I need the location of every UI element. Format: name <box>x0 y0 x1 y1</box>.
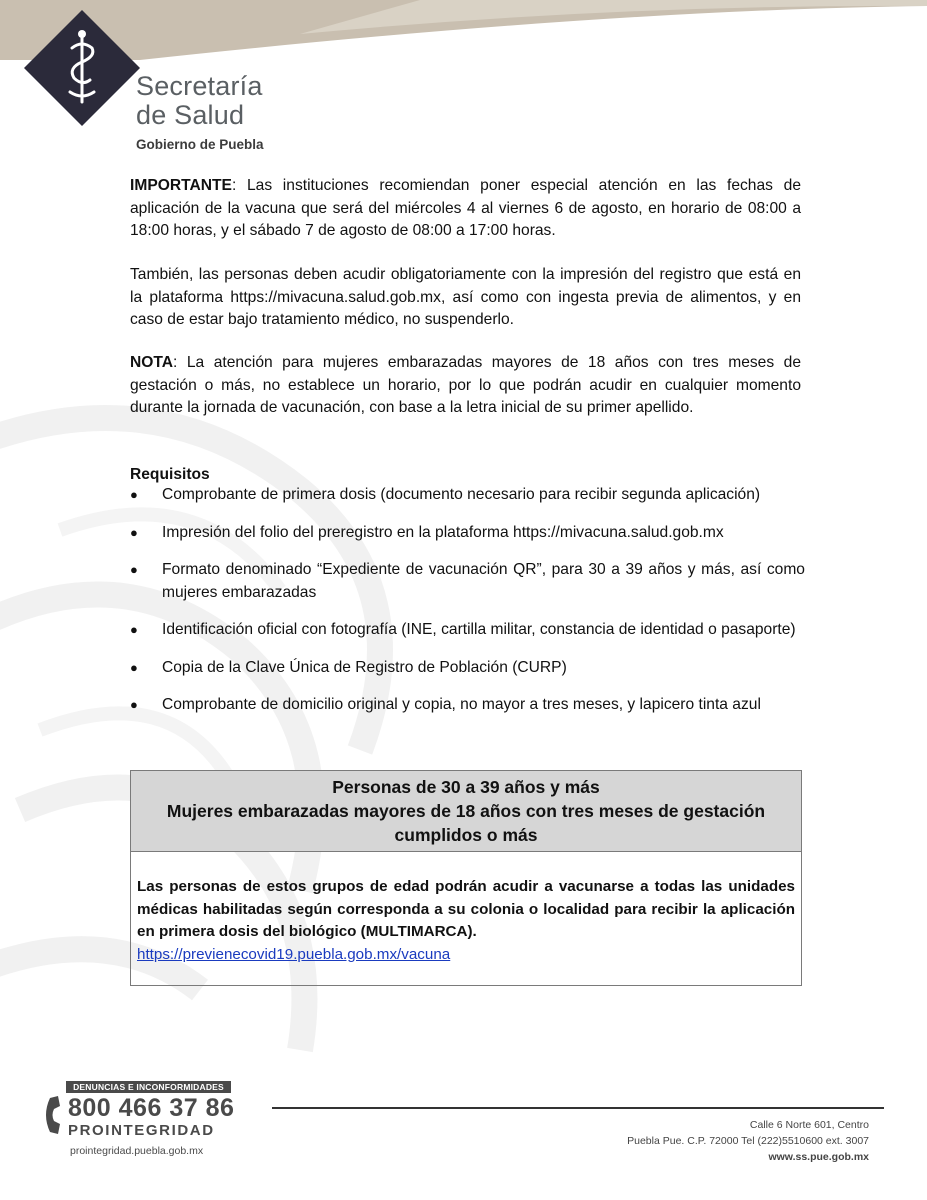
secretaria-salud-logo-icon <box>22 8 142 128</box>
bullet-icon: ● <box>130 697 138 712</box>
prointegridad-link: prointegridad.puebla.gob.mx <box>70 1145 204 1157</box>
organization-name: Secretaría de Salud <box>136 71 263 130</box>
footer-divider <box>272 1107 884 1109</box>
address-line: Calle 6 Norte 601, Centro <box>749 1119 869 1131</box>
hotline-brand: PROINTEGRIDAD <box>68 1122 215 1139</box>
hotline-number: 800 466 37 86 <box>68 1094 235 1122</box>
requirements-title: Requisitos <box>130 466 210 483</box>
note-paragraph <box>130 352 801 420</box>
requirements-list <box>130 484 805 717</box>
bullet-icon: ● <box>130 622 138 637</box>
bullet-icon: ● <box>130 524 138 540</box>
hotline-tag: DENUNCIAS E INCONFORMIDADES <box>66 1081 231 1093</box>
list-item: ● Comprobante de primera dosis (documento necesario para recibir segunda aplicación) <box>130 484 805 507</box>
eligibility-box <box>130 770 802 986</box>
list-item: ● Comprobante de domicilio original y copia, no mayor a tres meses, y lapicero tinta azul <box>130 694 805 717</box>
bullet-icon: ● <box>130 562 138 577</box>
note-text: : La atención para mujeres embarazadas mayores de 18 años con tres meses de gestación o más, no establece un horario, por lo que podrán acudir en cualquier momento durante la jornada de vacunación, con base a la letra inicial de su primer apellido. <box>130 354 801 416</box>
important-paragraph <box>130 175 801 243</box>
list-item: ● Copia de la Clave Única de Registro de Población (CURP) <box>130 657 805 680</box>
bullet-icon: ● <box>130 487 138 502</box>
list-item: ● Identificación oficial con fotografía (INE, cartilla militar, constancia de identidad o pasaporte) <box>130 619 805 642</box>
government-name: Gobierno de Puebla <box>136 137 264 152</box>
registration-paragraph: También, las personas deben acudir obligatoriamente con la impresión del registro que está en la plataforma https://mivacuna.salud.gob.mx, así como con ingesta previa de alimentos, y en caso de estar bajo tratamiento médico, no suspenderlo. <box>130 266 801 328</box>
address-line: Puebla Pue. C.P. 72000 Tel (222)5510600 ext. 3007 <box>627 1135 869 1147</box>
bullet-icon: ● <box>130 659 138 675</box>
eligibility-box-body <box>131 852 801 966</box>
phone-icon <box>40 1094 66 1136</box>
important-label: IMPORTANTE <box>130 177 232 194</box>
eligibility-text: Las personas de estos grupos de edad podrán acudir a vacunarse a todas las unidades médicas habilitadas según corresponda a su colonia o localidad para recibir la aplicación en primera dosis del biológico (MULTIMARCA). <box>137 878 795 940</box>
important-text: : Las instituciones recomiendan poner especial atención en las fechas de aplicación de la vacuna que será del miércoles 4 al viernes 6 de agosto, en horario de 08:00 a 18:00 horas, y el sábado 7 de agosto de 08:00 a 17:00 horas. <box>130 177 801 239</box>
website-link: www.ss.pue.gob.mx <box>768 1151 869 1163</box>
note-label: NOTA <box>130 354 174 371</box>
vaccine-info-link[interactable]: https://previenecovid19.puebla.gob.mx/vacuna <box>137 945 451 963</box>
eligibility-box-heading: Personas de 30 a 39 años y más Mujeres embarazadas mayores de 18 años con tres meses de gestación cumplidos o más <box>131 771 801 852</box>
list-item: ● Impresión del folio del preregistro en la plataforma https://mivacuna.salud.gob.mx <box>130 522 805 545</box>
list-item: ● Formato denominado “Expediente de vacunación QR”, para 30 a 39 años y más, así como mujeres embarazadas <box>130 561 805 601</box>
